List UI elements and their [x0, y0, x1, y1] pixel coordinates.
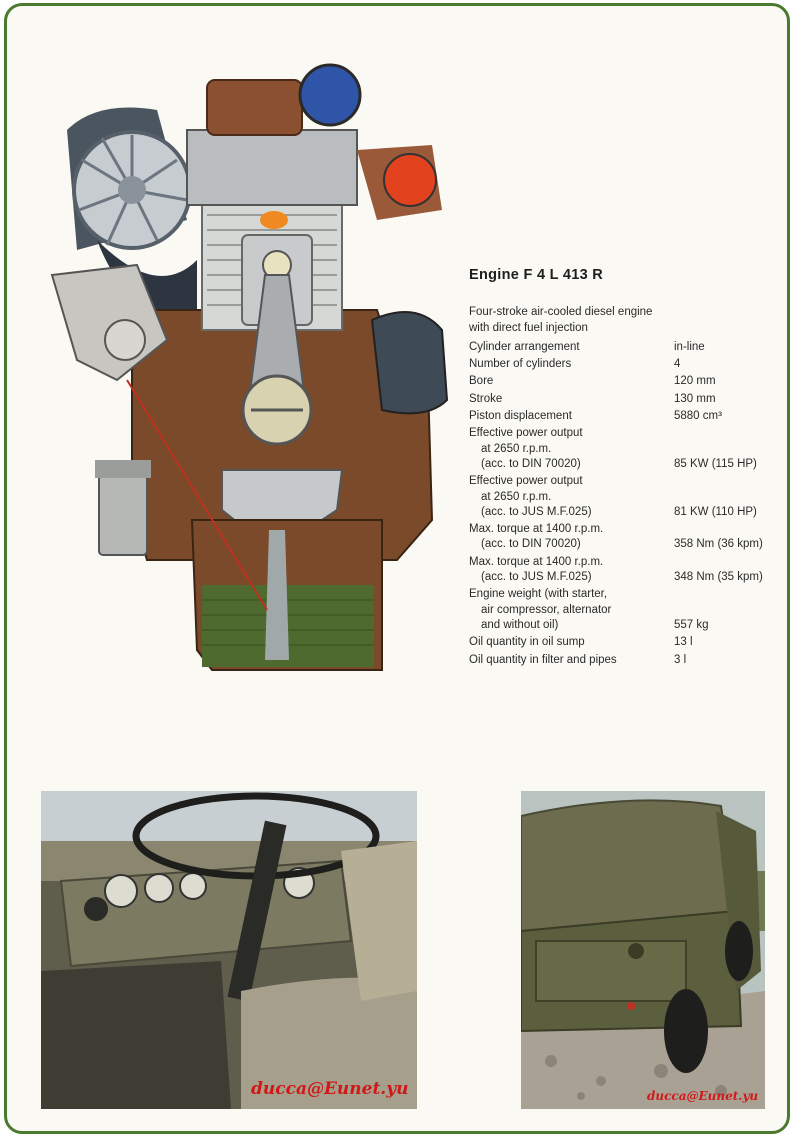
- spec-label-line: at 2650 r.p.m.: [481, 490, 552, 503]
- cab-photo-watermark: ducca@Eunet.yu: [251, 1079, 409, 1099]
- spec-value: 557 kg: [674, 618, 709, 631]
- spec-label-line: Cylinder arrangement: [469, 340, 580, 353]
- spec-row: [469, 474, 789, 520]
- spec-label: [469, 409, 674, 424]
- spec-label-line: (acc. to JUS M.F.025): [481, 571, 592, 584]
- spec-label-line: (acc. to DIN 70020): [481, 538, 581, 551]
- spec-row: [469, 587, 789, 633]
- spec-label-line: air compressor, alternator: [481, 603, 612, 616]
- cab-interior-photo: [41, 791, 417, 1109]
- truck-photo: [521, 791, 765, 1109]
- engine-cutaway-illustration: [37, 40, 467, 680]
- spec-label: [469, 635, 674, 650]
- spec-label-line: Oil quantity in filter and pipes: [469, 653, 617, 666]
- spec-label: [469, 357, 674, 372]
- spec-row: [469, 409, 789, 424]
- spec-value: 81 KW (110 HP): [674, 505, 757, 518]
- spec-value: 4: [674, 358, 681, 371]
- spec-value: in-line: [674, 340, 705, 353]
- spec-label: [469, 587, 674, 633]
- spec-label-line: Oil quantity in oil sump: [469, 636, 585, 649]
- spec-value: 358 Nm (36 kpm): [674, 538, 763, 551]
- spec-label: [469, 392, 674, 407]
- engine-specifications: [469, 268, 789, 670]
- spec-label: [469, 340, 674, 355]
- spec-label-line: (acc. to JUS M.F.025): [481, 505, 592, 518]
- engine-intro-line: Four-stroke air-cooled diesel engine: [469, 306, 653, 319]
- spec-row: [469, 392, 789, 407]
- spec-value: 85 KW (115 HP): [674, 457, 757, 470]
- spec-label-line: and without oil): [481, 618, 559, 631]
- spec-row: [469, 555, 789, 586]
- spec-value: 3 l: [674, 653, 687, 666]
- spec-label: [469, 653, 674, 668]
- spec-label: [469, 555, 674, 586]
- spec-row: [469, 374, 789, 389]
- spec-label-line: Effective power output: [469, 475, 583, 488]
- spec-row: [469, 357, 789, 372]
- spec-label-line: Number of cylinders: [469, 358, 572, 371]
- spec-label-line: (acc. to DIN 70020): [481, 457, 581, 470]
- truck-photo-watermark: ducca@Eunet.yu: [647, 1089, 759, 1103]
- engine-title: Engine F 4 L 413 R: [469, 267, 604, 283]
- spec-value: 120 mm: [674, 375, 716, 388]
- spec-label-line: Effective power output: [469, 427, 583, 440]
- spec-label-line: Bore: [469, 375, 494, 388]
- spec-label-line: Piston displacement: [469, 410, 572, 423]
- brochure-page: [4, 3, 790, 1134]
- spec-value: 348 Nm (35 kpm): [674, 571, 763, 584]
- spec-label-line: Stroke: [469, 392, 503, 405]
- spec-label-line: Max. torque at 1400 r.p.m.: [469, 523, 604, 536]
- spec-label: [469, 426, 674, 472]
- spec-row: [469, 426, 789, 472]
- spec-row: [469, 653, 789, 668]
- spec-label: [469, 522, 674, 553]
- spec-label-line: at 2650 r.p.m.: [481, 442, 552, 455]
- spec-row: [469, 635, 789, 650]
- spec-label-line: Engine weight (with starter,: [469, 588, 608, 601]
- engine-intro-line: with direct fuel injection: [469, 321, 588, 334]
- spec-value: 130 mm: [674, 392, 716, 405]
- spec-label-line: Max. torque at 1400 r.p.m.: [469, 555, 604, 568]
- engine-intro: [469, 305, 789, 336]
- spec-table: [469, 340, 789, 668]
- spec-row: [469, 522, 789, 553]
- spec-value: 13 l: [674, 636, 693, 649]
- spec-row: [469, 340, 789, 355]
- spec-label: [469, 474, 674, 520]
- spec-label: [469, 374, 674, 389]
- spec-value: 5880 cm³: [674, 410, 722, 423]
